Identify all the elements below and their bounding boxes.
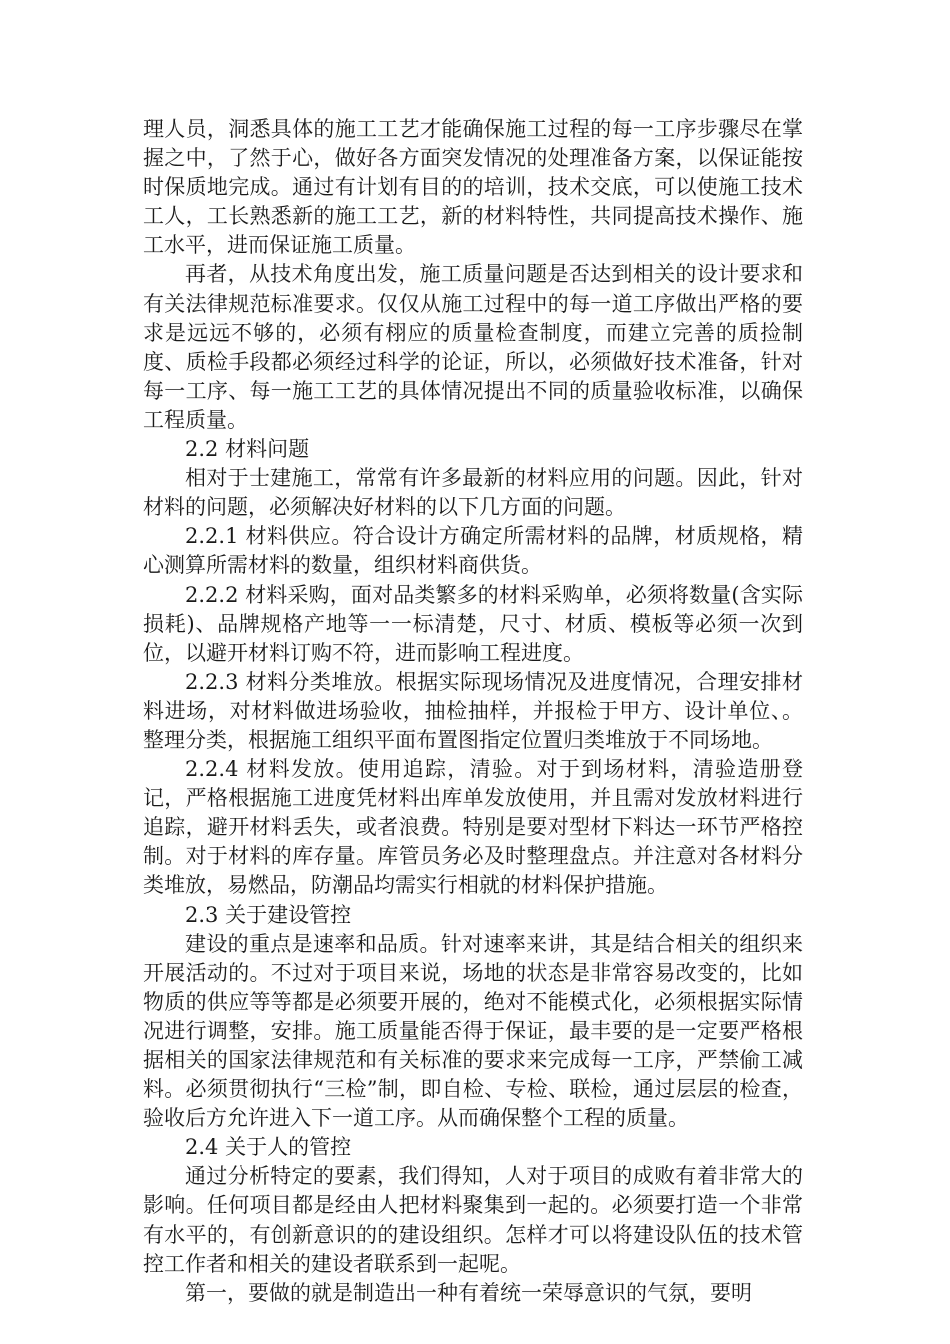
section-heading: 2.3 关于建设管控	[185, 902, 352, 927]
body-paragraph: 通过分析特定的要素，我们得知，人对于项目的成败有着非常大的影响。任何项目都是经由人把材料聚集到一起的。必须要打造一个非常有水平的，有创新意识的的建设组织。怎样才可以将建设队伍的技术管控工作者和相关的建设者联系到一起呢。	[143, 1164, 803, 1276]
section-heading: 2.4 关于人的管控	[185, 1135, 352, 1160]
body-paragraph: 第一，要做的就是制造出一种有着统一荣辱意识的气氛，要明	[185, 1280, 752, 1305]
body-paragraph: 建设的重点是速率和品质。针对速率来讲，其是结合相关的组织来开展活动的。不过对于项目来说，场地的状态是非常容易改变的，比如物质的供应等等都是必须要开展的，绝对不能模式化，必须根据实际情况进行调整，安排。施工质量能否得于保证，最丰要的是一定要严格根据相关的国家法律规范和有关标准的要求来完成每一工序，严禁偷工减料。必须贯彻执行“三检”制，即自检、专检、联检，通过层层的检查，验收后方允许进入下一道工序。从而确保整个工程的质量。	[143, 931, 803, 1131]
body-paragraph: 2.2.4 材料发放。使用追踪，清验。对于到场材料，清验造册登记，严格根据施工进度凭材料出库单发放使用，并且需对发放材料进行追踪，避开材料丢失，或者浪费。特别是要对型材下料达一环节严格控制。对于材料的库存量。库管员务必及时整理盘点。并注意对各材料分类堆放，易燃品，防潮品均需实行相就的材料保护措施。	[143, 757, 803, 898]
body-paragraph: 2.2.3 材料分类堆放。根据实际现场情况及进度情况，合理安排材料进场，对材料做进场验收，抽检抽样，并报检于甲方、设计单位、。整理分类，根据施工组织平面布置图指定位置归类堆放于不同场地。	[143, 669, 803, 752]
body-paragraph: 再者，从技术角度出发，施工质量问题是否达到相关的设计要求和有关法律规范标准要求。仅仅从施工过程中的每一道工序做出严格的要求是远远不够的，必须有栩应的质量检查制度，而建立完善的质捡制度、质检手段都必须经过科学的论证，所以，必须做好技术准备，针对每一工序、每一施工工艺的具体情况提出不同的质量验收标准，以确保工程质量。	[143, 262, 803, 432]
body-paragraph: 理人员，洞悉具体的施工工艺才能确保施工过程的每一工序步骤尽在掌握之中，了然于心，做好各方面突发情况的处理准备方案，以保证能按时保质地完成。通过有计划有目的的培训，技术交底，可以使施工技术工人，工长熟悉新的施工工艺，新的材料特性，共同提高技术操作、施工水平，进而保证施工质量。	[143, 117, 803, 258]
document-page	[143, 115, 803, 1308]
body-paragraph: 相对于士建施工，常常有许多最新的材料应用的问题。因此，针对材料的问题，必须解决好材料的以下几方面的问题。	[143, 466, 803, 520]
section-heading: 2.2 材料问题	[185, 437, 310, 462]
body-paragraph: 2.2.2 材料采购，面对品类繁多的材料采购单，必须将数量(含实际损耗)、品牌规格产地等一一标清楚，尺寸、材质、模板等必须一次到位，以避开材料订购不符，进而影响工程进度。	[143, 582, 803, 665]
body-paragraph: 2.2.1 材料供应。符合设计方确定所需材料的品牌，材质规格，精心测算所需材料的数量，组织材料商供货。	[143, 524, 803, 578]
